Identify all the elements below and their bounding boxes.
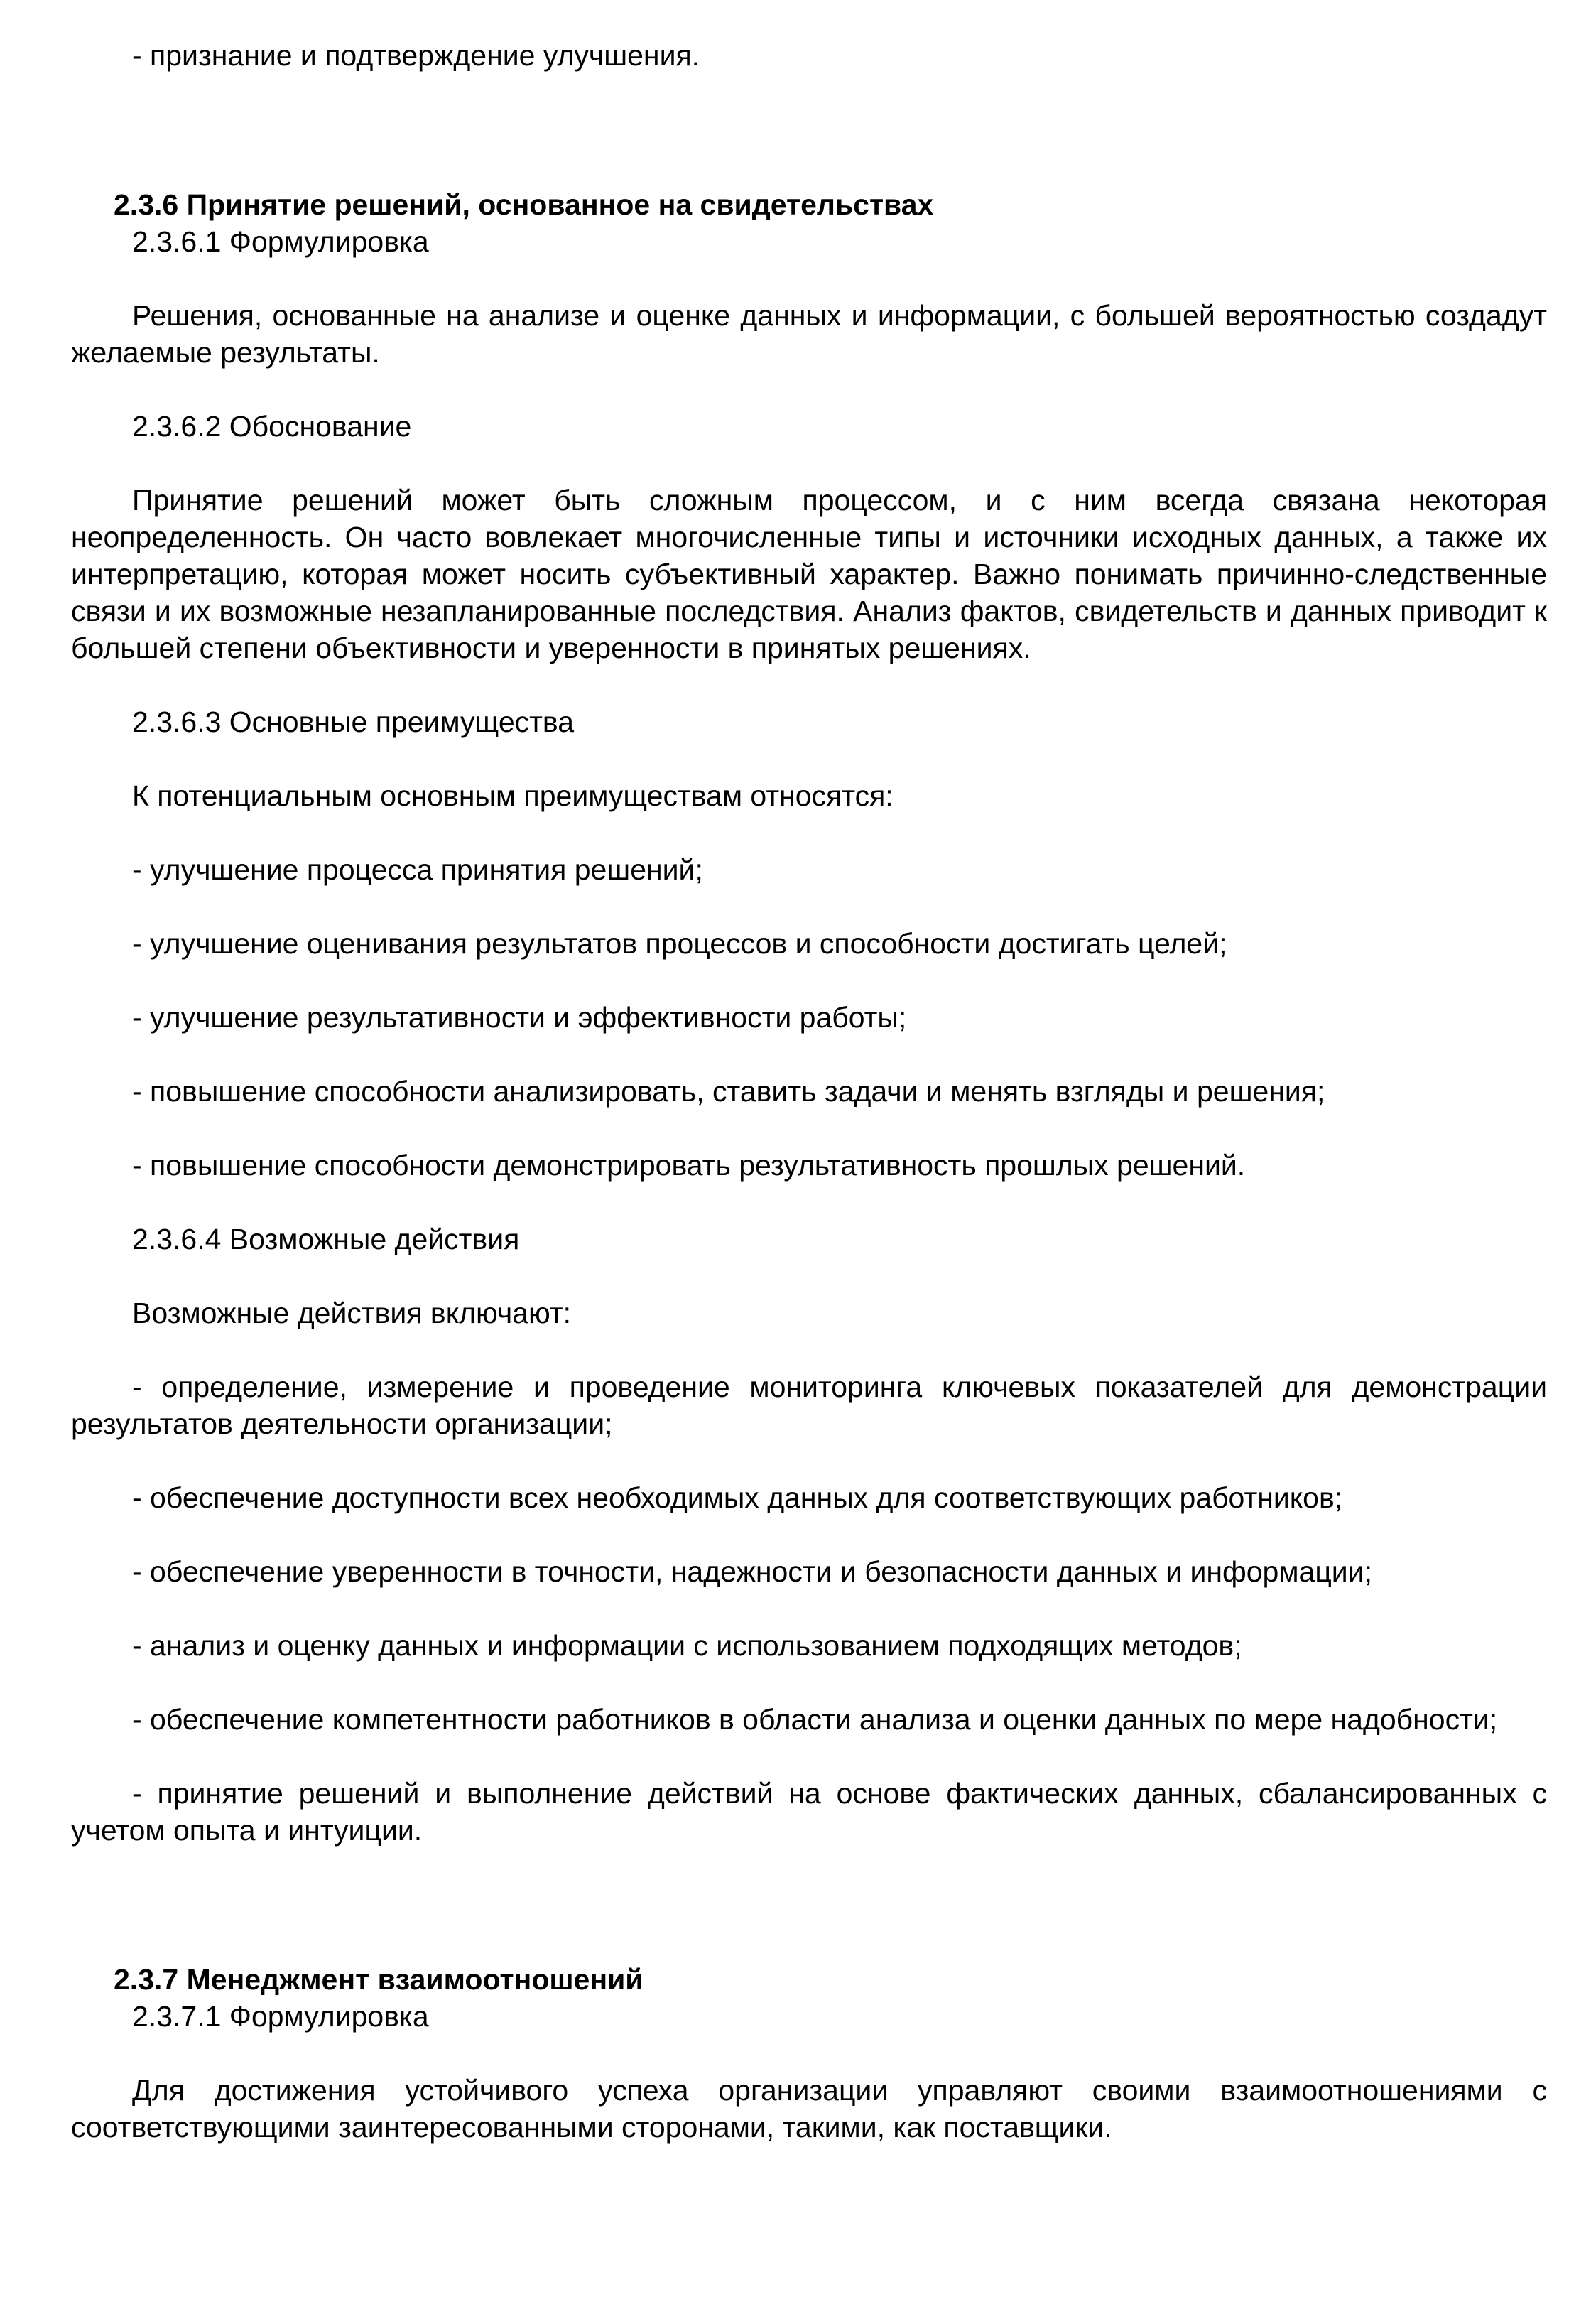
subsection-title-formulation: 2.3.7.1 Формулировка	[132, 2000, 429, 2033]
list-item: - обеспечение доступности всех необходимых данных для соответствующих работников;	[132, 1481, 1343, 1514]
paragraph-rationale: Принятие решений может быть сложным процессом, и с ним всегда связана некоторая неопределенность. Он часто вовлекает многочисленные типы и источники исходных данных, а также их интерпретацию, которая может носить субъективный характер. Важно понимать причинно-следственные связи и их возможные незапланированные последствия. Анализ фактов, свидетельств и данных приводит к большей степени объективности и уверенности в принятых решениях.	[71, 484, 1547, 664]
subsection-title-actions: 2.3.6.4 Возможные действия	[132, 1223, 520, 1255]
list-item: - определение, измерение и проведение мониторинга ключевых показателей для демонстрации результатов деятельности организации;	[71, 1371, 1547, 1440]
paragraph-actions-intro: Возможные действия включают:	[132, 1297, 572, 1329]
list-item: - повышение способности демонстрировать результативность прошлых решений.	[132, 1149, 1246, 1182]
section-heading-2-3-7: 2.3.7 Менеджмент взаимоотношений	[114, 1963, 644, 1996]
list-item: - принятие решений и выполнение действий на основе фактических данных, сбалансированных с учетом опыта и интуиции.	[71, 1777, 1547, 1847]
list-item: - улучшение процесса принятия решений;	[132, 853, 703, 886]
list-item: - обеспечение компетентности работников в области анализа и оценки данных по мере надобности;	[132, 1703, 1498, 1736]
list-item: - улучшение результативности и эффективности работы;	[132, 1001, 907, 1034]
paragraph-benefits-intro: К потенциальным основным преимуществам относятся:	[132, 779, 894, 812]
list-item: - улучшение оценивания результатов процессов и способности достигать целей;	[132, 927, 1227, 960]
list-item: - анализ и оценку данных и информации с использованием подходящих методов;	[132, 1629, 1242, 1662]
list-item: - обеспечение уверенности в точности, надежности и безопасности данных и информации;	[132, 1555, 1373, 1588]
subsection-title-rationale: 2.3.6.2 Обоснование	[132, 410, 412, 443]
spacer	[71, 74, 1547, 186]
subsection-title-benefits: 2.3.6.3 Основные преимущества	[132, 706, 575, 738]
paragraph-formulation: Решения, основанные на анализе и оценке данных и информации, с большей вероятностью создадут желаемые результаты.	[71, 299, 1547, 369]
paragraph-formulation: Для достижения устойчивого успеха организации управляют своими взаимоотношениями с соответствующими заинтересованными сторонами, такими, как поставщики.	[71, 2074, 1547, 2144]
list-item: - повышение способности анализировать, ставить задачи и менять взгляды и решения;	[132, 1075, 1325, 1108]
spacer	[71, 1849, 1547, 1961]
section-heading-2-3-6: 2.3.6 Принятие решений, основанное на свидетельствах	[114, 188, 934, 221]
subsection-title-formulation: 2.3.6.1 Формулировка	[132, 225, 429, 258]
list-item: - признание и подтверждение улучшения.	[132, 39, 700, 72]
